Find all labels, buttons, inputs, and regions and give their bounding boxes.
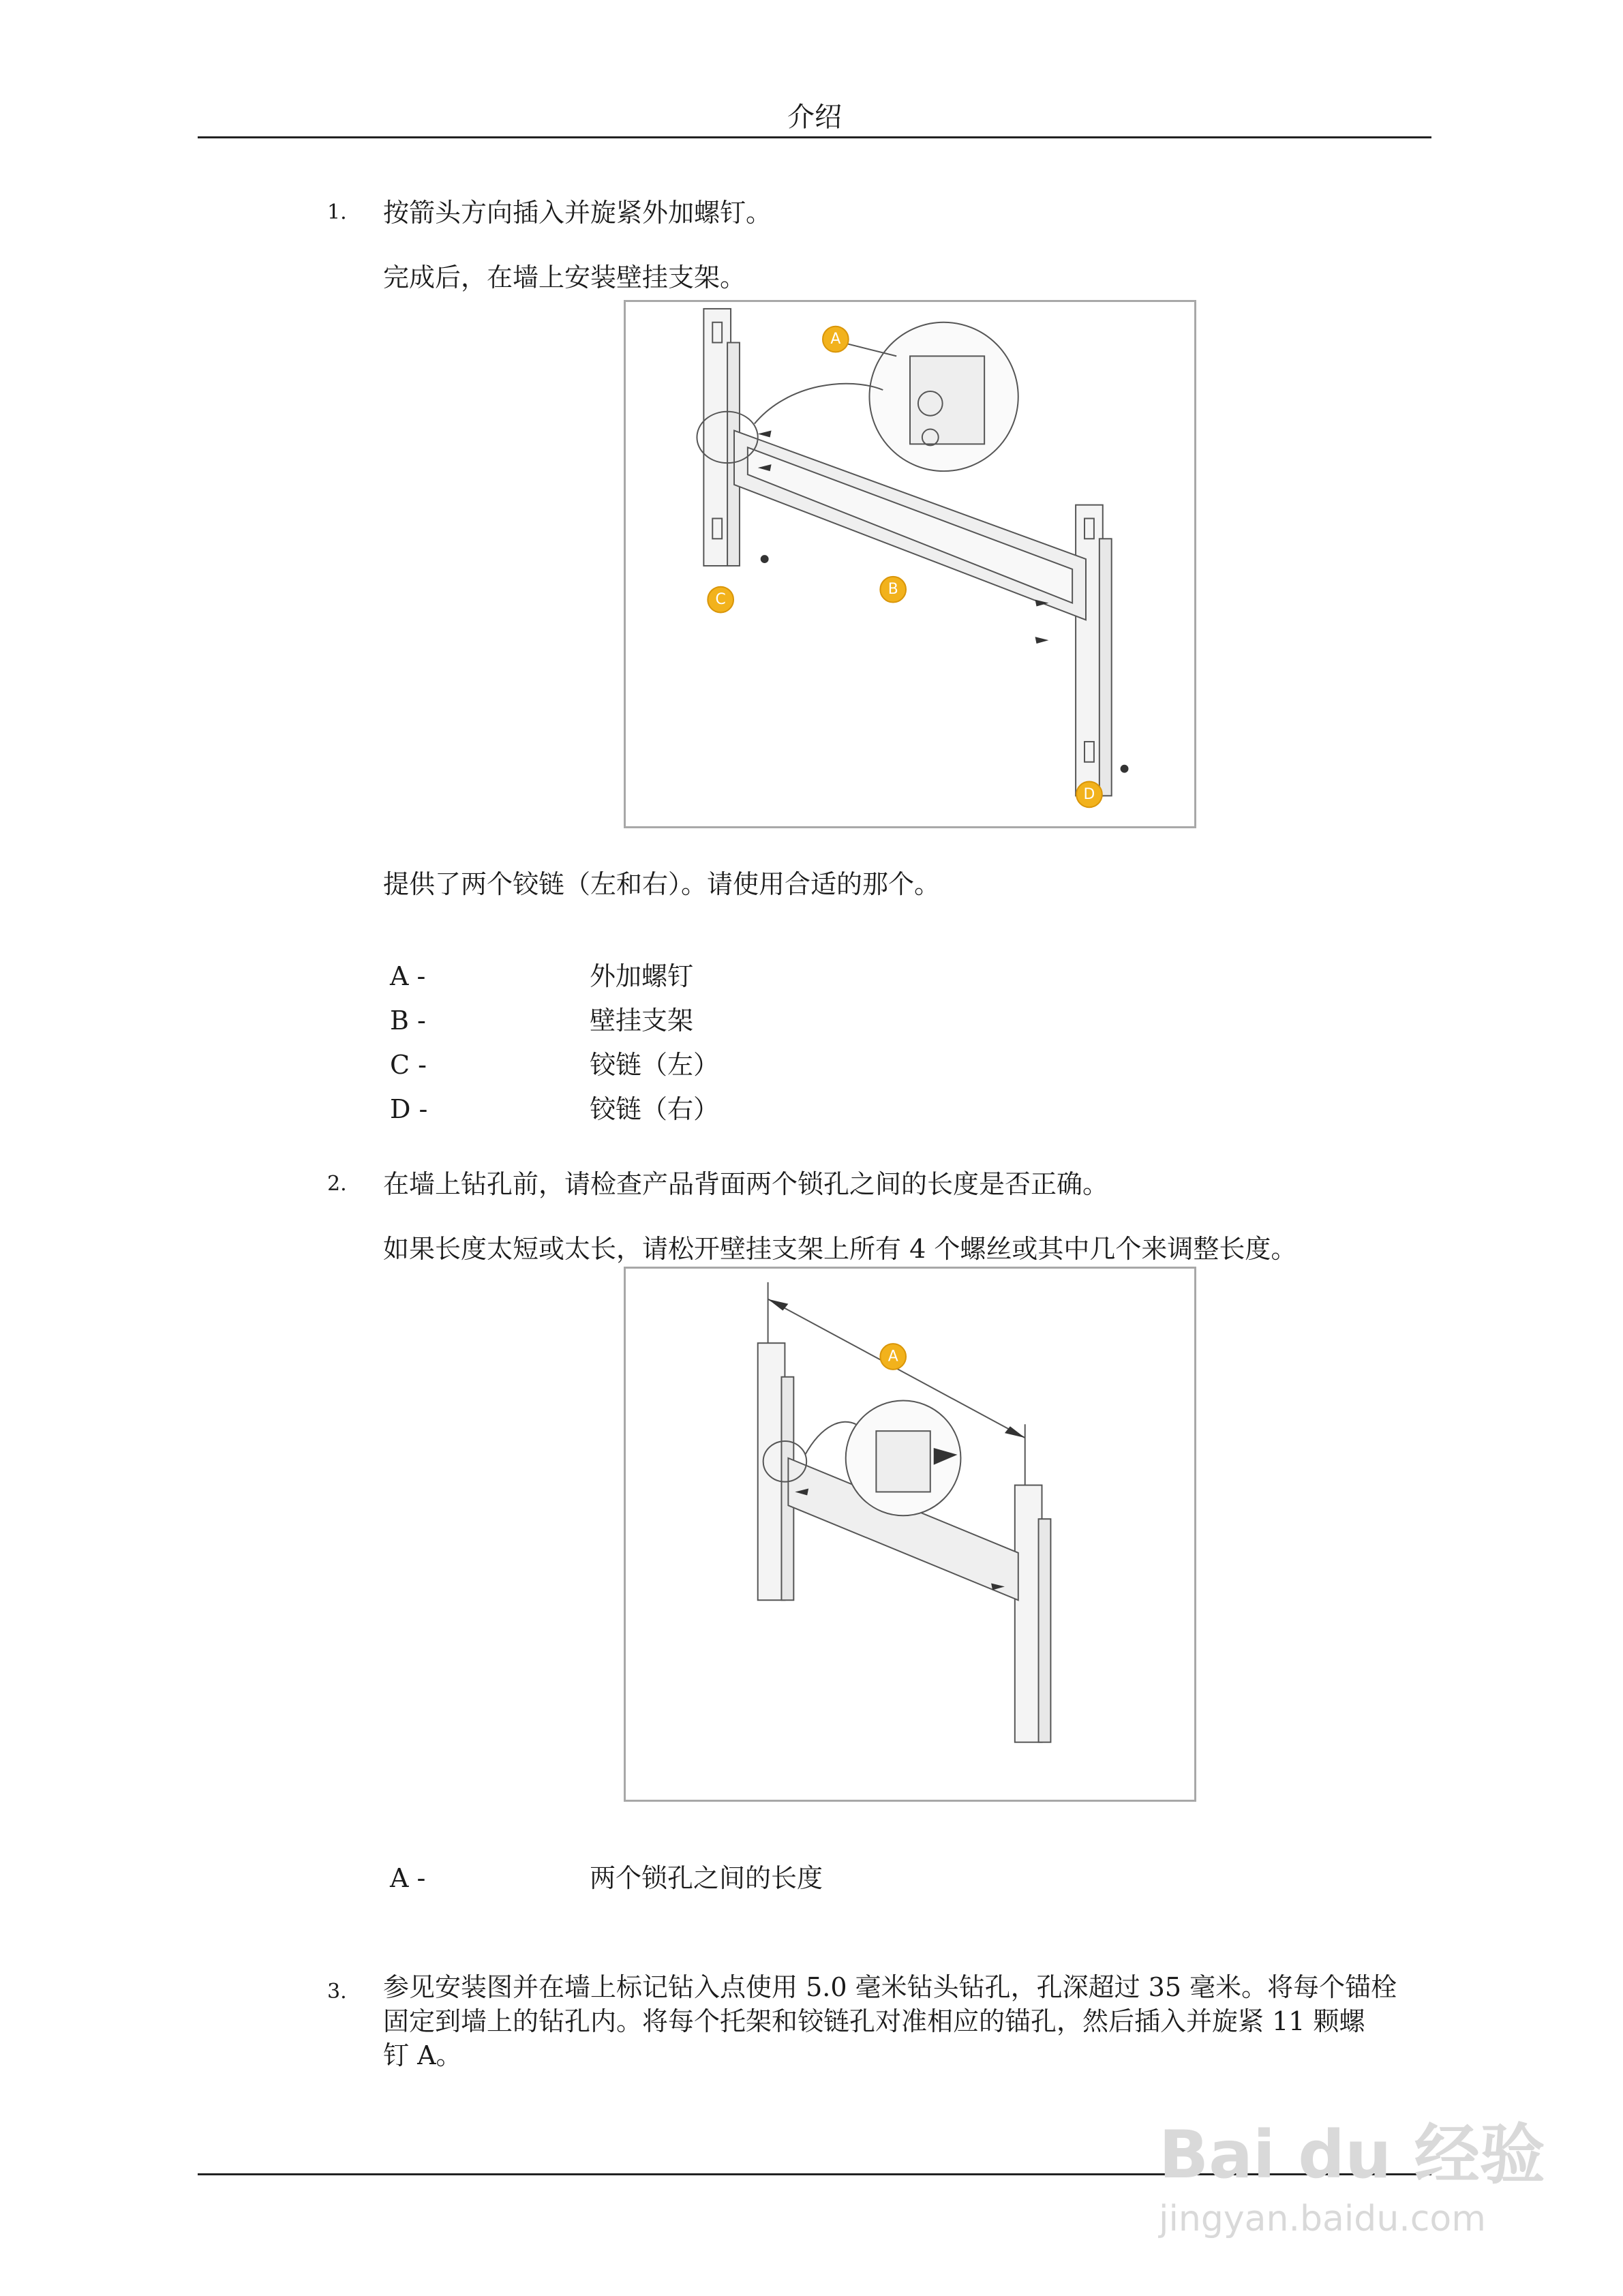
header-rule xyxy=(198,136,1431,138)
step-2-number: 2. xyxy=(327,1172,347,1196)
page-header-title: 介绍 xyxy=(787,102,842,133)
step-3-line-2: 固定到墙上的钻孔内。将每个托架和铰链孔对准相应的锚孔，然后插入并旋紧 11 颗螺 xyxy=(383,2006,1365,2036)
legend-1-key-c: C - xyxy=(390,1050,427,1080)
callout-a-2-label: A xyxy=(888,1348,898,1365)
legend-2-value-a: 两个锁孔之间的长度 xyxy=(590,1863,823,1893)
step-1-note: 完成后，在墙上安装壁挂支架。 xyxy=(383,262,746,292)
step-1-after-text: 提供了两个铰链（左和右）。请使用合适的那个。 xyxy=(383,869,941,899)
step-2-text: 在墙上钻孔前，请检查产品背面两个锁孔之间的长度是否正确。 xyxy=(383,1169,1109,1199)
step-3-line-3: 钉 A。 xyxy=(383,2040,462,2070)
legend-1-value-c: 铰链（左） xyxy=(590,1050,720,1080)
figure-1-wall-bracket xyxy=(624,300,1196,828)
legend-1-value-a: 外加螺钉 xyxy=(590,961,694,991)
callout-c xyxy=(708,587,733,613)
callout-b xyxy=(880,577,906,603)
bracket-assembly-diagram xyxy=(626,302,1194,826)
legend-1-value-d: 铰链（右） xyxy=(590,1094,720,1124)
callout-c-label: C xyxy=(715,591,726,609)
legend-1-key-d: D - xyxy=(390,1094,428,1124)
legend-1-key-b: B - xyxy=(390,1006,426,1036)
callout-b-label: B xyxy=(888,581,898,599)
step-3-number: 3. xyxy=(327,1980,347,2004)
callout-a xyxy=(823,327,849,352)
step-2-note: 如果长度太短或太长，请松开壁挂支架上所有 4 个螺丝或其中几个来调整长度。 xyxy=(383,1234,1297,1264)
step-1-number: 1. xyxy=(327,200,347,224)
callout-a-label: A xyxy=(830,331,841,348)
keyhole-length-diagram xyxy=(626,1269,1194,1800)
callout-d-label: D xyxy=(1083,785,1095,803)
baidu-watermark-url: jingyan.baidu.com xyxy=(1159,2199,1486,2239)
callout-d xyxy=(1076,782,1102,808)
baidu-watermark-logo: Bai du 经验 xyxy=(1159,2117,1545,2193)
step-3-line-1: 参见安装图并在墙上标记钻入点使用 5.0 毫米钻头钻孔，孔深超过 35 毫米。将每个锚栓 xyxy=(383,1972,1397,2002)
legend-1-key-a: A - xyxy=(390,961,426,991)
step-1-text: 按箭头方向插入并旋紧外加螺钉。 xyxy=(383,198,772,228)
figure-2-keyhole-length xyxy=(624,1267,1196,1802)
legend-2-key-a: A - xyxy=(390,1863,426,1893)
legend-1-value-b: 壁挂支架 xyxy=(590,1006,694,1036)
callout-a-2 xyxy=(880,1344,906,1370)
